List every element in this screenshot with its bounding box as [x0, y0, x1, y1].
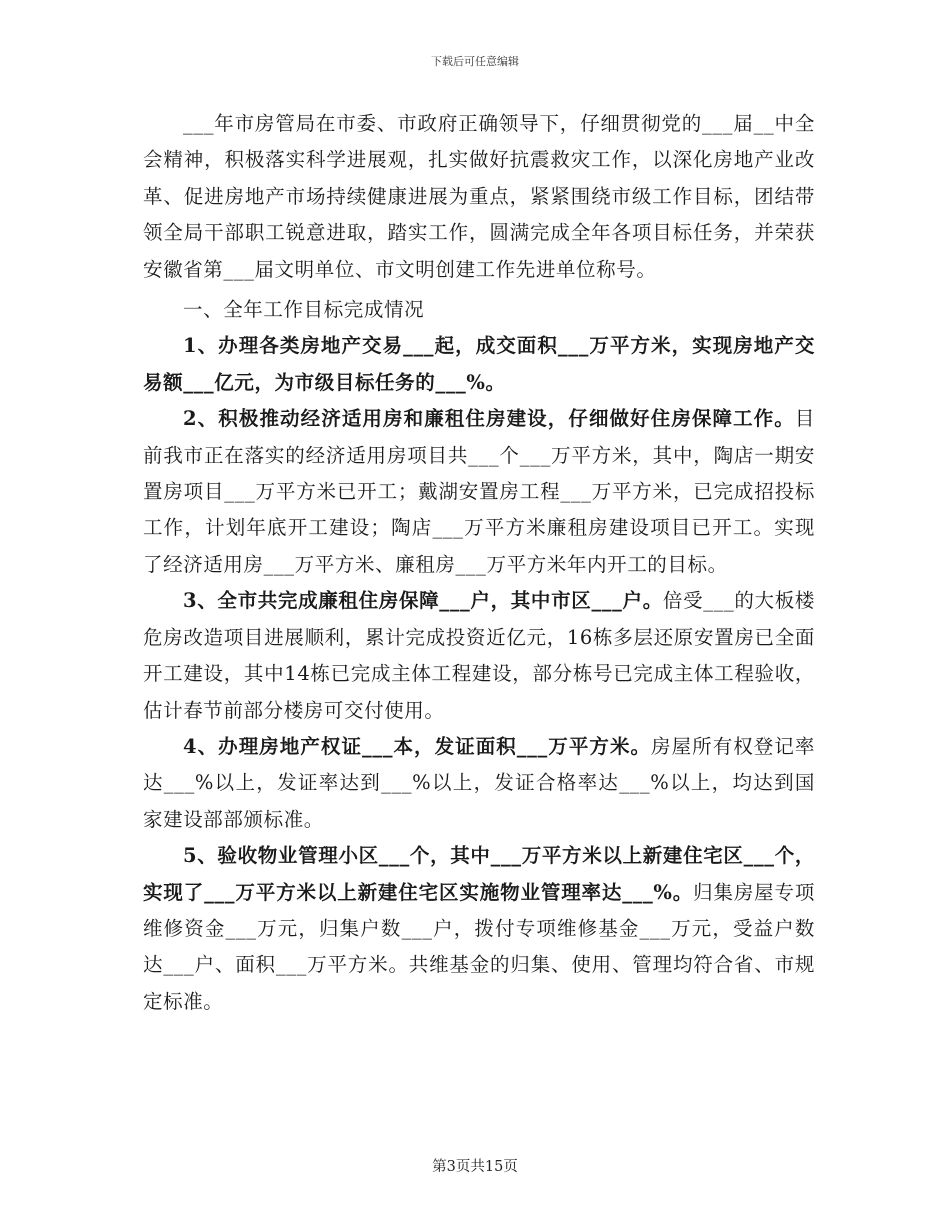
page-footer: 第3页共15页 — [432, 1159, 518, 1175]
item-4-text: 房屋所有权登记率达___%以上，发证率达到___%以上，发证合格率达___%以上，均达到国家建设部部颁标准。 — [143, 734, 815, 831]
item-3-bold: 3、全市共完成廉租住房保障___户，其中市区___户。 — [183, 589, 663, 613]
item-5-paragraph — [143, 838, 815, 1020]
item-5-bold: 5、验收物业管理小区___个，其中___万平方米以上新建住宅区___个，实现了___万平方米以上新建住宅区实施物业管理率达___%。 — [143, 844, 815, 904]
item-5-text: 归集房屋专项维修资金___万元，归集户数___户，拨付专项维修基金___万元，受益户数达___户、面积___万平方米。共维基金的归集、使用、管理均符合省、市规定标准。 — [143, 880, 816, 1013]
paragraph-text: 一、全年工作目标完成情况 — [183, 298, 425, 322]
paragraph-text: ___年市房管局在市委、市政府正确领导下，仔细贯彻党的___届__中全会精神，积极落实科学进展观，扎实做好抗震救灾工作，以深化房地产业改革、促进房地产市场持续健康进展为重点，紧紧围绕市级工作目标，团结带领全局干部职工锐意进取，踏实工作，圆满完成全年各项目标任务，并荣获安徽省第___届文明单位、市文明创建工作先进单位称号。 — [143, 112, 815, 281]
item-3-text: 倍受___的大板楼危房改造项目进展顺利，累计完成投资近亿元，16栋多层还原安置房已全面开工建设，其中14栋已完成主体工程建设，部分栋号已完成主体工程验收，估计春节前部分楼房可交付使用。 — [143, 589, 815, 722]
item-3-paragraph — [143, 583, 815, 729]
item-2-bold: 2、积极推动经济适用房和廉租住房建设，仔细做好住房保障工作。 — [183, 407, 795, 431]
page-header: 下载后可任意编辑 — [431, 55, 519, 68]
item-4-paragraph — [143, 729, 815, 838]
item-4-bold: 4、办理房地产权证___本，发证面积___万平方米。 — [183, 734, 652, 758]
intro-paragraph — [143, 106, 815, 288]
section-heading — [143, 292, 815, 328]
item-1-bold: 1、办理各类房地产交易___起，成交面积___万平方米，实现房地产交易额___亿元，为市级目标任务的___%。 — [143, 334, 815, 394]
item-2-paragraph — [143, 401, 815, 583]
item-2-text: 目前我市正在落实的经济适用房项目共___个___万平方米，其中，陶店一期安置房项目___万平方米已开工；戴湖安置房工程___万平方米，已完成招投标工作，计划年底开工建设；陶店___万平方米廉租房建设项目已开工。实现了经济适用房___万平方米、廉租房___万平方米年内开工的目标。 — [143, 407, 815, 576]
item-1-paragraph — [143, 328, 815, 401]
document-body — [143, 106, 815, 1020]
